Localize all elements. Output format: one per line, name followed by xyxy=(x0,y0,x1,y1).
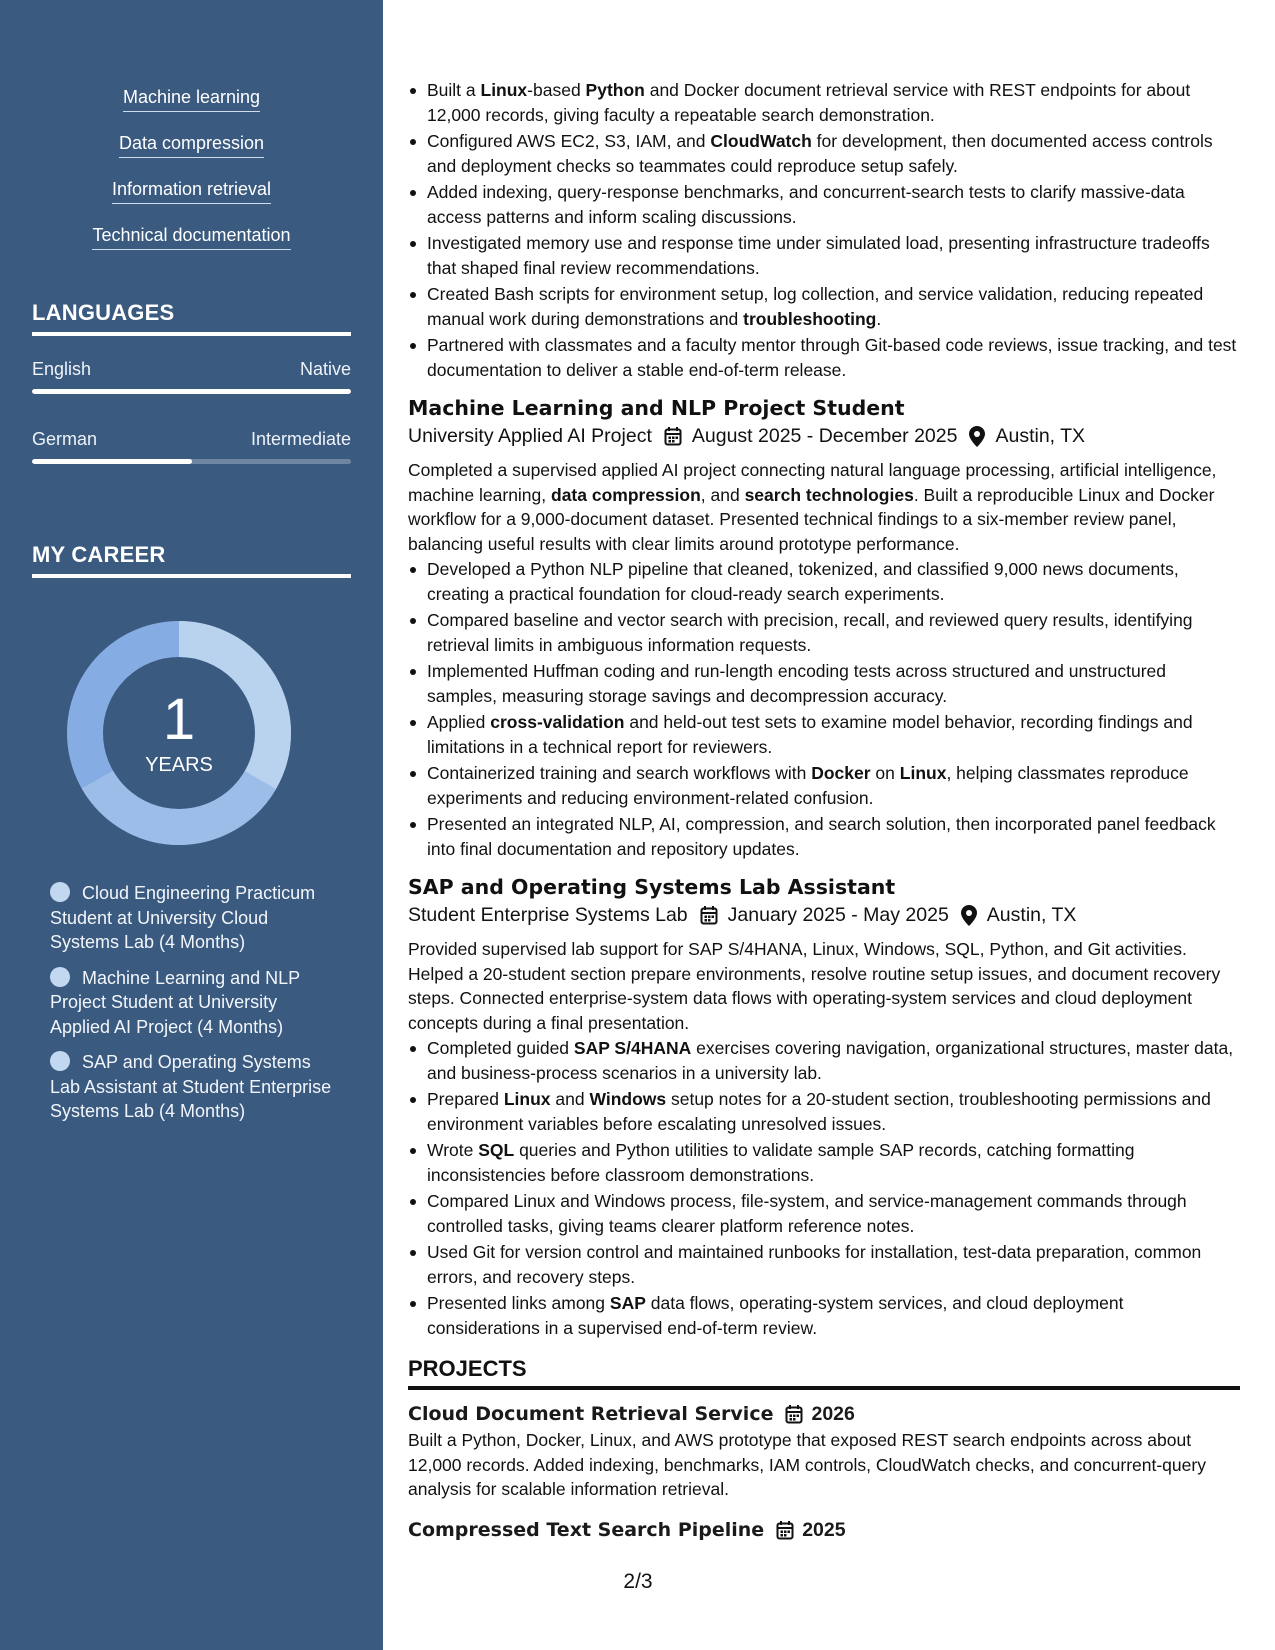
job-entry xyxy=(408,394,1240,861)
calendar-icon xyxy=(664,426,682,446)
bullet-item: Presented an integrated NLP, AI, compression, and search solution, then incorporated panel feedback into final documentation and repository updates. xyxy=(408,812,1240,861)
projects-heading: PROJECTS xyxy=(408,1356,1240,1390)
career-item-text: SAP and Operating Systems Lab Assistant at Student Enterprise Systems Lab (4 Months) xyxy=(50,1052,332,1121)
job-entry xyxy=(408,873,1240,1340)
location-pin-icon xyxy=(961,905,977,926)
job-meta xyxy=(408,901,1240,929)
job-title: Machine Learning and NLP Project Student xyxy=(408,396,905,420)
skill-item: Machine learning xyxy=(123,86,260,112)
career-item xyxy=(50,1050,340,1124)
calendar-icon xyxy=(700,905,718,925)
bullet-dot-icon xyxy=(50,1051,70,1071)
career-item xyxy=(50,966,340,1040)
skills-list xyxy=(0,86,383,270)
bullet-dot-icon xyxy=(50,882,70,902)
job-description: Completed a supervised applied AI project connecting natural language processing, artificial intelligence, machine learning, data compression, and search technologies. Built a reproducible Linux and Docker workflow for a 9,000-document dataset. Presented technical findings to a six-member review panel, balancing useful results with clear limits around prototype performance. xyxy=(408,460,1217,554)
job-location: Austin, TX xyxy=(995,425,1086,447)
job-description: Provided supervised lab support for SAP S/4HANA, Linux, Windows, SQL, Python, and Git activities. Helped a 20-student section prepare environments, resolve routine setup issues, and document recovery steps. Connected enterprise-system data flows with operating-system services and cloud deployment concepts during a final presentation. xyxy=(408,939,1221,1033)
bullet-item: Compared baseline and vector search with precision, recall, and reviewed query results, identifying retrieval limits in ambiguous information requests. xyxy=(408,608,1240,657)
language-level: Intermediate xyxy=(250,429,351,449)
bullet-item: Completed guided SAP S/4HANA exercises covering navigation, organizational structures, master data, and business-process scenarios in a university lab. xyxy=(408,1036,1240,1085)
career-years-number: 1 xyxy=(162,687,196,752)
bullet-item: Implemented Huffman coding and run-length encoding tests across structured and unstructured samples, measuring storage savings and decompression accuracy. xyxy=(408,659,1240,708)
project-title-row xyxy=(408,1400,1240,1428)
job-organization: University Applied AI Project xyxy=(408,425,652,447)
project-entry xyxy=(408,1516,1240,1544)
main-content xyxy=(408,78,1240,1544)
project-entry xyxy=(408,1400,1240,1502)
career-item-text: Cloud Engineering Practicum Student at University Cloud Systems Lab (4 Months) xyxy=(50,883,316,952)
job-dates: January 2025 - May 2025 xyxy=(727,904,949,926)
job-meta xyxy=(408,422,1240,450)
bullet-item: Applied cross-validation and held-out test sets to examine model behavior, recording findings and limitations in a technical report for reviewers. xyxy=(408,710,1240,759)
career-item xyxy=(50,881,340,955)
career-list xyxy=(50,881,340,1135)
project-title: Cloud Document Retrieval Service xyxy=(408,1403,774,1425)
language-bar-english xyxy=(32,389,351,394)
skill-item: Technical documentation xyxy=(92,224,290,250)
job-organization: Student Enterprise Systems Lab xyxy=(408,904,688,926)
project-year: 2025 xyxy=(802,1518,846,1541)
job-bullet-list xyxy=(408,557,1240,861)
bullet-item: Built a Linux-based Python and Docker document retrieval service with REST endpoints for about 12,000 records, giving faculty a repeatable search demonstration. xyxy=(408,78,1240,127)
career-years-unit: YEARS xyxy=(145,754,213,776)
bullet-item: Prepared Linux and Windows setup notes for a 20-student section, troubleshooting permissions and environment variables before escalating unresolved issues. xyxy=(408,1087,1240,1136)
bullet-item: Created Bash scripts for environment setup, log collection, and service validation, reducing repeated manual work during demonstrations and troubleshooting. xyxy=(408,282,1240,331)
bullet-dot-icon xyxy=(50,967,70,987)
job-bullet-list xyxy=(408,1036,1240,1340)
language-row-english xyxy=(32,359,351,380)
calendar-icon xyxy=(785,1404,803,1424)
language-level: Native xyxy=(299,359,351,379)
job-location: Austin, TX xyxy=(986,904,1077,926)
bullet-item: Configured AWS EC2, S3, IAM, and CloudWatch for development, then documented access controls and deployment checks so teammates could reproduce setup safely. xyxy=(408,129,1240,178)
language-bar-german xyxy=(32,459,351,464)
bullet-item: Presented links among SAP data flows, operating-system services, and cloud deployment considerations in a supervised end-of-term review. xyxy=(408,1291,1240,1340)
page-number: 2/3 xyxy=(623,1570,653,1593)
project-year: 2026 xyxy=(811,1403,855,1425)
language-bar-fill xyxy=(32,389,351,394)
bullet-item: Added indexing, query-response benchmarks, and concurrent-search tests to clarify massive-data access patterns and inform scaling discussions. xyxy=(408,180,1240,229)
skill-item: Data compression xyxy=(119,132,264,158)
project-title-row xyxy=(408,1516,1240,1544)
bullet-item: Investigated memory use and response time under simulated load, presenting infrastructure tradeoffs that shaped final review recommendations. xyxy=(408,231,1240,280)
language-name: German xyxy=(32,429,98,449)
language-name: English xyxy=(32,359,92,379)
job-title: SAP and Operating Systems Lab Assistant xyxy=(408,875,896,899)
location-pin-icon xyxy=(969,426,985,447)
project-title: Compressed Text Search Pipeline xyxy=(408,1518,765,1541)
bullet-item: Compared Linux and Windows process, file-system, and service-management commands through controlled tasks, giving teams clearer platform reference notes. xyxy=(408,1189,1240,1238)
bullet-item: Developed a Python NLP pipeline that cleaned, tokenized, and classified 9,000 news documents, creating a practical foundation for cloud-ready search experiments. xyxy=(408,557,1240,606)
skill-item: Information retrieval xyxy=(112,178,271,204)
bullet-item: Used Git for version control and maintained runbooks for installation, test-data preparation, common errors, and recovery steps. xyxy=(408,1240,1240,1289)
career-heading: MY CAREER xyxy=(32,542,351,578)
bullet-item: Containerized training and search workflows with Docker on Linux, helping classmates reproduce experiments and reducing environment-related confusion. xyxy=(408,761,1240,810)
bullet-item: Partnered with classmates and a faculty mentor through Git-based code reviews, issue tracking, and test documentation to deliver a stable end-of-term release. xyxy=(408,333,1240,382)
languages-heading: LANGUAGES xyxy=(32,300,351,336)
intro-bullet-list xyxy=(408,78,1240,382)
project-description: Built a Python, Docker, Linux, and AWS prototype that exposed REST search endpoints across about 12,000 records. Added indexing, benchmarks, IAM controls, CloudWatch checks, and concurrent-query analysis for scalable information retrieval. xyxy=(408,1430,1206,1499)
language-bar-fill xyxy=(32,459,192,464)
language-row-german xyxy=(32,429,351,450)
job-dates: August 2025 - December 2025 xyxy=(691,425,958,447)
career-item-text: Machine Learning and NLP Project Student at University Applied AI Project (4 Months) xyxy=(50,967,300,1037)
sidebar xyxy=(0,0,383,1650)
bullet-item: Wrote SQL queries and Python utilities to validate sample SAP records, catching formatting inconsistencies before classroom demonstrations. xyxy=(408,1138,1240,1187)
calendar-icon xyxy=(776,1520,794,1540)
